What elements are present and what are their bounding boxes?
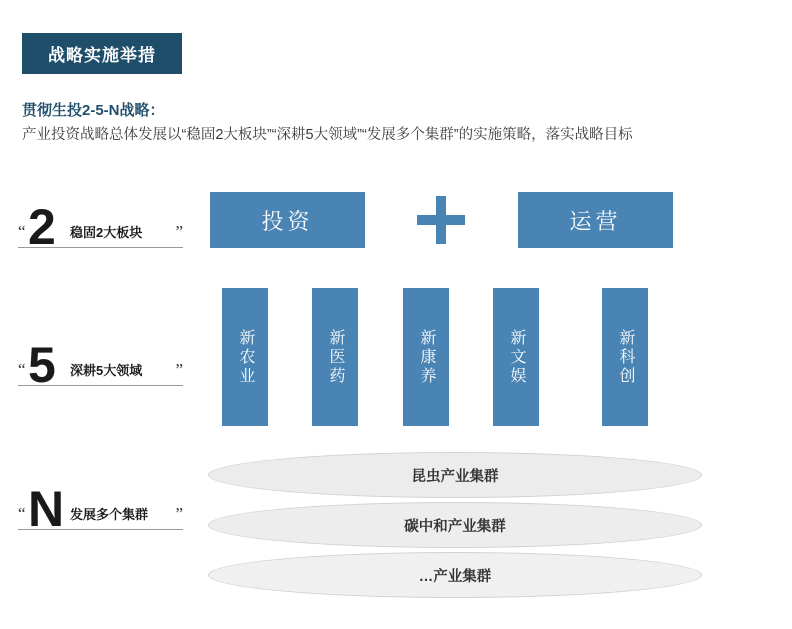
field-column-entertainment[interactable] bbox=[493, 288, 539, 426]
plus-icon bbox=[415, 194, 467, 246]
row-label-text: 深耕5大领域 bbox=[70, 363, 143, 378]
row-two-blocks bbox=[0, 192, 792, 254]
cluster-insect-industry[interactable] bbox=[208, 452, 702, 498]
row-label-two bbox=[18, 192, 183, 255]
field-column-agriculture[interactable] bbox=[222, 288, 268, 426]
row-clusters bbox=[0, 452, 792, 602]
quote-right-icon: ” bbox=[175, 504, 183, 523]
quote-left-icon: “ bbox=[18, 222, 26, 241]
intro-block bbox=[22, 100, 772, 147]
row-label-underline bbox=[18, 529, 183, 530]
slide-title-banner bbox=[22, 33, 182, 74]
block-investment[interactable] bbox=[210, 192, 365, 248]
field-column-label: 新医药 bbox=[327, 328, 344, 386]
quote-left-icon: “ bbox=[18, 504, 26, 523]
row-label-digit: 5 bbox=[28, 337, 56, 393]
row-five-fields bbox=[0, 288, 792, 428]
quote-left-icon: “ bbox=[18, 360, 26, 379]
cluster-carbon-neutral-industry[interactable] bbox=[208, 502, 702, 548]
quote-right-icon: ” bbox=[175, 360, 183, 379]
row-label-text: 发展多个集群 bbox=[70, 507, 149, 522]
cluster-other-industry[interactable] bbox=[208, 552, 702, 598]
field-column-label: 新康养 bbox=[418, 328, 435, 386]
field-column-healthcare[interactable] bbox=[403, 288, 449, 426]
cluster-label: …产业集群 bbox=[418, 568, 492, 585]
field-column-label: 新科创 bbox=[617, 328, 634, 386]
field-column-label: 新文娱 bbox=[508, 328, 525, 386]
block-operation-label: 运营 bbox=[569, 208, 622, 234]
cluster-label: 昆虫产业集群 bbox=[411, 468, 499, 485]
field-column-medicine[interactable] bbox=[312, 288, 358, 426]
row-label-n bbox=[18, 474, 183, 537]
intro-body: 产业投资战略总体发展以“稳固2大板块”“深耕5大领域”“发展多个集群”的实施策略，落实战略目标 bbox=[22, 127, 633, 143]
block-investment-label: 投资 bbox=[261, 208, 314, 234]
cluster-label: 碳中和产业集群 bbox=[404, 518, 506, 535]
slide-title: 战略实施举措 bbox=[48, 46, 156, 65]
block-operation[interactable] bbox=[518, 192, 673, 248]
plus-icon-vertical bbox=[436, 196, 446, 244]
row-label-five bbox=[18, 330, 183, 393]
row-label-underline bbox=[18, 385, 183, 386]
field-column-label: 新农业 bbox=[237, 328, 254, 386]
quote-right-icon: ” bbox=[175, 222, 183, 241]
row-label-underline bbox=[18, 247, 183, 248]
row-label-text: 稳固2大板块 bbox=[70, 225, 143, 240]
field-column-technology[interactable] bbox=[602, 288, 648, 426]
intro-heading: 贯彻生投2-5-N战略： bbox=[22, 102, 165, 119]
row-label-digit: 2 bbox=[28, 199, 56, 255]
row-label-digit: N bbox=[28, 481, 65, 537]
